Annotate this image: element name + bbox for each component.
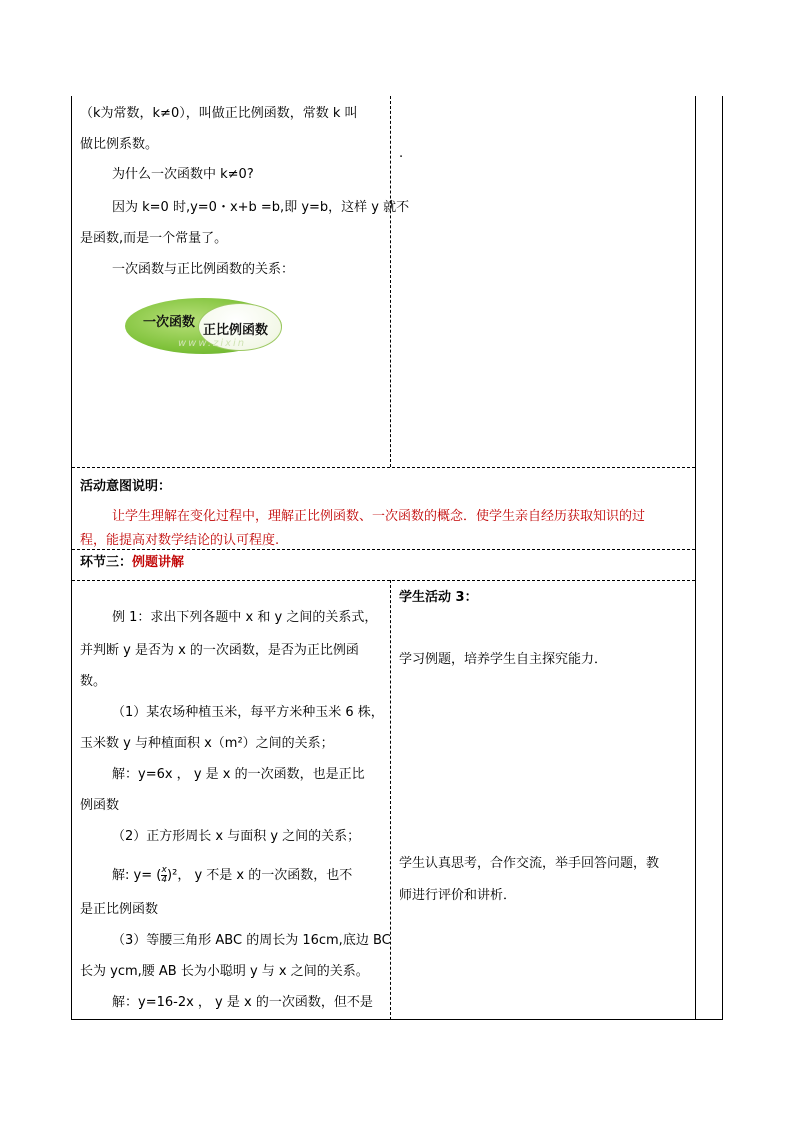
dot-mark: . — [399, 146, 404, 161]
fraction-numerator: x — [161, 865, 167, 875]
text-line: 做比例系数。 — [80, 137, 159, 152]
venn-inner-label: 正比例函数 — [203, 323, 269, 338]
text-line: 一次函数与正比例函数的关系： — [112, 262, 295, 277]
student-title: 学生活动 3： — [399, 590, 478, 605]
row-divider-1 — [72, 467, 695, 468]
border-right — [722, 96, 723, 1020]
text-line: （k为常数，k≠0），叫做正比例函数，常数 k 叫 — [80, 106, 358, 121]
border-bottom — [71, 1019, 723, 1020]
text-line: 是函数,而是一个常量了。 — [80, 231, 228, 246]
student-line: 学生认真思考，合作交流，举手回答问题，教 — [399, 856, 660, 871]
example-line: （3）等腰三角形 ABC 的周长为 16cm,底边 BC — [112, 933, 391, 948]
fraction-suffix: )²， y 不是 x 的一次函数，也不 — [167, 868, 353, 883]
row-divider-2 — [72, 549, 695, 550]
student-line: 学习例题，培养学生自主探究能力． — [399, 652, 608, 667]
student-line: 师进行评价和讲析． — [399, 888, 517, 903]
example-line: 并判断 y 是否为 x 的一次函数，是否为正比例函 — [80, 643, 359, 658]
venn-outer-label: 一次函数 — [143, 315, 196, 330]
section-prefix: 环节三： — [80, 555, 133, 570]
example-line: （1）某农场种植玉米，每平方米种玉米 6 株， — [112, 705, 384, 720]
intent-line: 让学生理解在变化过程中，理解正比例函数、一次函数的概念．使学生亲自经历获取知识的过 — [112, 509, 646, 524]
example-line: 解：y=6x ， y 是 x 的一次函数，也是正比 — [112, 767, 365, 782]
intent-line: 程，能提高对数学结论的认可程度. — [80, 533, 280, 548]
column-divider-bottom — [390, 580, 391, 1020]
example-line: 例 1：求出下列各题中 x 和 y 之间的关系式， — [112, 610, 378, 625]
section-header — [80, 555, 184, 571]
border-left — [71, 96, 72, 1020]
fraction-prefix: 解: y= ( — [112, 868, 162, 883]
border-inner-right — [695, 96, 696, 1020]
watermark-text: www.zixin — [178, 338, 247, 349]
example-line: 解：y=16-2x ， y 是 x 的一次函数，但不是 — [112, 995, 373, 1010]
example-line: （2）正方形周长 x 与面积 y 之间的关系； — [112, 829, 361, 844]
row-divider-3 — [72, 580, 695, 581]
text-line: 为什么一次函数中 k≠0? — [112, 167, 254, 182]
section-name: 例题讲解 — [132, 555, 185, 570]
example-line: 是正比例函数 — [80, 902, 159, 917]
intent-title: 活动意图说明： — [80, 479, 172, 494]
example-line: 玉米数 y 与种植面积 x（m²）之间的关系； — [80, 736, 334, 751]
example-line: 长为 ycm,腰 AB 长为小聪明 y 与 x 之间的关系。 — [80, 964, 369, 979]
example-line-fraction — [112, 866, 352, 885]
column-divider-top — [390, 96, 391, 467]
fraction-denominator: 4 — [161, 875, 168, 885]
example-line: 例函数 — [80, 798, 120, 813]
example-line: 数。 — [80, 674, 107, 689]
text-line: 因为 k=0 时,y=0・x+b =b,即 y=b，这样 y 就不 — [112, 200, 410, 215]
